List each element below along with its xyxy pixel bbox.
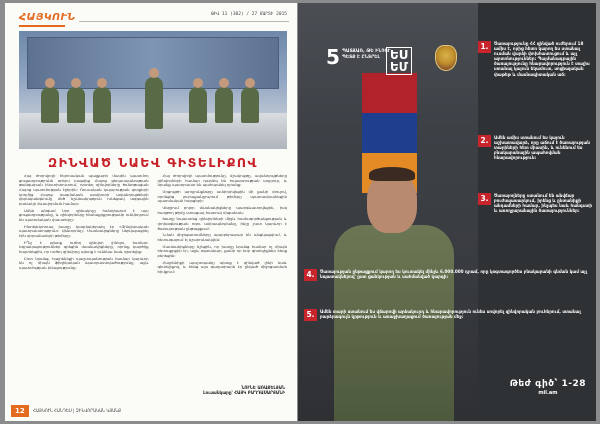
article-paragraph: Խաղը նպաստեց զինվորների միջև համագործակցության և փոխօգնության ոգու ամրապնդմանը, ինչը շատ կարևոր է ծառայության ընթացքում: — [157, 216, 287, 231]
reasons-list — [478, 3, 596, 421]
article-byline — [203, 385, 285, 395]
soldier-figure — [215, 87, 233, 123]
logo-underline — [19, 25, 65, 27]
hotline-number: Թեժ գիծ՝ 1-28 — [509, 379, 586, 389]
article-paragraph: Հայ ժողովրդի հերոսական պայքարի մասին պատմող ցուցադրությունն օրերս բացվեց Հայոց ցեղասպանության թանգարան ինստիտուտում, որտեղ զինվորները ծանոթացան Հայոց պատմության էջերին: Ռուսական կայսրության զորքերի կողմից Հայոց ռազմական արվեստի ավանդույթների վերականգնումը մեծ նշանակություն ունեցավ ազգային բանակի ձևավորման համար: — [19, 173, 149, 206]
soldier-figure — [93, 87, 111, 123]
article-paragraph: Մասնակիցները նշեցին, որ խաղը նրանց համար ոչ միայն հետաքրքիր էր, այլև օգտակար, քանի որ նոր գիտելիքներ ձեռք բերեցին: — [157, 243, 287, 258]
page-number: 12 — [11, 405, 29, 417]
armed-forces-emblem — [435, 45, 457, 71]
article-paragraph: Նման միջոցառումները պարբերաբար են անցկացվում, և հետագայում էլ կշարունակվեն: — [157, 232, 287, 242]
reason-number: 5. — [304, 309, 317, 321]
article-paragraph: Ըստ նրանց, հայրենիքի պաշտպանության համար կարևոր են ոչ միայն ֆիզիկական պատրաստվածությունը, այլև պատմության իմացությունը: — [19, 255, 149, 270]
reason-number: 2. — [478, 135, 491, 147]
header-divider — [79, 21, 289, 22]
hotline-callout — [510, 379, 586, 396]
reason-text: Ծառայությունը ՀՀ զինված ուժերում 18 ամիս է, որից հետո կարող ես ստանալ ուսման վարձի փոխհատուցում և այլ արտոնություններ: Պայմանագրային ծառայությունը հնարավորություն է տալիս ստանալ կայուն եկամուտ, սոցիալական փաթեթ և մասնագիտական աճ: — [494, 41, 590, 77]
article-body — [19, 174, 287, 385]
hotline-site: mil.am — [538, 390, 558, 396]
host-figure — [145, 77, 163, 129]
reason-item — [304, 309, 590, 345]
article-paragraph: Ամեն անգամ նոր զինակոչը հանդիպում է այս ցուցադրությանը, և զինվորները հետաքրքրությամբ ունկնդրում են պատմական փաստերը: — [19, 207, 149, 222]
reason-number: 3. — [478, 193, 491, 205]
campaign-number: 5 — [326, 45, 340, 69]
flag-stripe-blue — [362, 113, 417, 153]
left-page — [5, 3, 297, 421]
reason-text: Ծառայության ընթացքում կարող ես կուտակել մինչև 6.000.000 դրամ, որը կօգտագործես բնակարանի գնման կամ այլ նպատակներով՝ ըստ ցանկության և սահմանված կարգի: — [320, 269, 587, 280]
article-paragraph: Մրցույթի արդյունքները ամփոփվեցին մի քանի փուլով, որոնցից յուրաքանչյուրում թիմերը պատասխանեցին պատմական հարցերի: — [157, 188, 287, 204]
soldier-figure — [41, 87, 59, 123]
page-footer — [11, 405, 289, 417]
campaign-subtitle: ՊԱՏՃԱՌ, ԹԵ ԻՆՉՈՒ ՊԵՏՔ Է ԸՆՏՐԵԼ — [342, 49, 391, 60]
reason-number: 1. — [478, 41, 491, 53]
article-headline: ԶԻՆՎԱԾ ՆԱԵՎ ԳԻՏԵԼԻՔՈՎ — [47, 155, 258, 170]
magazine-header — [19, 9, 289, 29]
reason-text: Ամեն տարի ստանում ես վճարովի արձակուրդ և հնարավորություն ունես սովորել զինվորական բուհերում, ստանալ բարձրագույն կրթություն և առաջխաղացում ծառայության մեջ: — [320, 309, 581, 320]
reason-item — [478, 193, 596, 253]
tv-studio-photo — [19, 31, 287, 149]
soldier-figure — [67, 87, 85, 123]
reason-number: 4. — [304, 269, 317, 281]
right-page — [298, 3, 596, 421]
magazine-logo: ՀԱՅԿՈՒՆ — [19, 12, 76, 23]
reason-item — [304, 269, 590, 299]
footer-text: ՀԱՅԿՈՒՆ ՀԱՆԴԵՍ | ԶԻՆՎՈՐԱԿԱՆ ԿՅԱՆՔ — [33, 408, 122, 413]
flag-stripe-red — [362, 73, 417, 113]
byline-author: ՆՈՒՆԵ ԱՌԱՔԵԼՅԱՆ — [241, 385, 285, 390]
reason-text: Ծառայողները ստանում են անվճար բուժսպասարկում, իրենց և ընտանիքի անդամների համար, ինչպես նաև հանգստի և առողջարանային ծառայություններ: — [494, 193, 593, 214]
soldier-figure — [241, 87, 259, 123]
soldier-portrait-photo — [298, 3, 478, 421]
soldier-hair — [369, 167, 415, 181]
article-paragraph: Վերջում բոլոր մասնակիցները պարգևատրվեցին, իսկ հաղթող թիմը ստացավ հատուկ մրցանակ: — [157, 204, 287, 215]
article-paragraph: Ի՞նչ է պետք ուժեղ զինվոր լինելու համար: Եզրակացություններ գրեցին մասնակիցները, որոնք կարծիք հայտնեցին, որ ուժեղ զինվորը պետք է ունենա նաև գիտելիք: — [19, 239, 149, 254]
campaign-slogan: ԵՍ ԵՄ — [386, 47, 412, 75]
issue-info: ԹԻՎ 11 (302) / 27 ՄԱՐՏԻ 2015 — [211, 12, 287, 17]
article-paragraph: Հայրենիքի պաշտպանը պետք է զինված լինի նաև գիտելիքով, և հենց այս գաղափարն էր ընկած միջոցառման հիմքում: — [157, 259, 287, 274]
reason-text: Ամեն ամիս ստանում ես կայուն աշխատավարձ, որը աճում է ծառայության տարիների հետ միասին, և ունենում ես բնակարանային ապահովման հնարավորություն: — [494, 135, 590, 161]
article-paragraph: Հայ ժողովրդի պատմությունը, մշակույթը, ավանդույթները զինվորների համար դարձել են հպարտության աղբյուր, և նրանք պատրաստ են պահպանել դրանք: — [157, 173, 287, 188]
reason-item — [478, 135, 596, 187]
article-paragraph: Ինտելեկտուալ խաղը կազմակերպել էր «Զինվորական պատրաստություն» կենտրոնը: Մասնակիցները ներկայացրել էին զորամասերի թիմերը: — [19, 223, 149, 238]
reason-item — [478, 41, 596, 129]
soldier-figure — [189, 87, 207, 123]
byline-photographer: Լուսանկարը՝ ՀԱՅԿ ԲԱՂԴԱՍԱՐՅԱՆԻ — [203, 390, 285, 395]
